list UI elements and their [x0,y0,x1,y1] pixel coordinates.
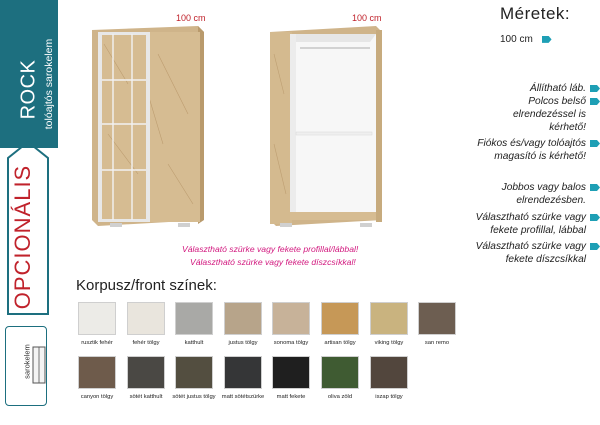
bullet-icon [590,243,600,250]
color-swatch-label: san remo [424,340,450,346]
bullet-icon [542,36,552,43]
side-band [0,0,58,425]
color-swatch [224,302,262,335]
bullet-icon [590,140,600,147]
color-swatch [321,356,359,389]
product-name: ROCK [17,59,40,120]
color-swatch [370,302,408,335]
feature-text: Állítható láb. [529,83,586,94]
profile-note: Választható szürke vagy fekete profillal/lábbal! [182,244,359,254]
color-swatch-label: rusztik fehér [81,340,113,346]
dimensions-row [500,34,552,45]
feature-item [426,82,586,95]
color-swatch [78,302,116,335]
color-swatch-label: katthult [184,340,204,346]
feature-item [486,95,586,134]
colors-title: Korpusz/front színek: [76,277,217,294]
stripe-note: Választható szürke vagy fekete díszcsíkkal! [190,257,356,267]
color-swatch [127,302,165,335]
feature-text: Fiókos és/vagy tolóajtós magasító is kérhető! [477,138,586,162]
color-swatch [224,356,262,389]
color-swatch-label: justus tölgy [228,340,258,346]
product-subtitle: tolóajtós sarokelem [43,38,55,130]
bullet-icon [590,184,600,191]
feature-text: Polcos belső elrendezéssel is kérhető! [512,96,586,133]
feature-text: Jobbos vagy balos elrendezésben. [501,182,586,206]
wardrobe-2-width: 100 cm [352,13,382,23]
feature-item [476,137,586,163]
feature-item [456,240,586,266]
color-swatch-label: oliva zöld [327,394,353,400]
color-swatch-label: viking tölgy [374,340,404,346]
bullet-icon [590,214,600,221]
color-swatch-label: sötét justus tölgy [172,394,216,400]
color-swatch [272,356,310,389]
color-swatch [272,302,310,335]
corner-wardrobe-icon [32,345,46,385]
color-swatch-label: matt sötétszürke [221,394,265,400]
color-swatch [418,302,456,335]
color-swatch-label: artisan tölgy [324,340,356,346]
color-swatch-label: iszap tölgy [375,394,403,400]
color-swatch-label: fehér tölgy [132,340,160,346]
feature-text: Választható szürke vagy fekete profillal, lábbal [475,212,586,236]
feature-text: Választható szürke vagy fekete díszcsíkkal [475,241,586,265]
wardrobe-1-width: 100 cm [176,13,206,23]
feature-item [476,181,586,207]
wardrobe-closed-image [88,24,208,234]
corner-element-box [5,326,47,406]
dimensions-value: 100 cm [500,34,533,45]
color-swatch-label: sonoma tölgy [273,340,309,346]
color-swatch [175,356,213,389]
color-swatch-label: matt fekete [276,394,306,400]
dimensions-title: Méretek: [500,4,571,23]
corner-element-label: sarokelem [22,344,32,379]
color-swatch [370,356,408,389]
bullet-icon [590,85,600,92]
wardrobe-open-image [266,24,386,234]
color-swatch [127,356,165,389]
color-swatch-label: sötét katthult [129,394,163,400]
feature-item [456,211,586,237]
color-swatch-label: canyon tölgy [80,394,114,400]
color-swatch [321,302,359,335]
bullet-icon [590,98,600,105]
optional-label: OPCIONÁLIS [10,164,35,310]
color-swatch [175,302,213,335]
color-swatch [78,356,116,389]
